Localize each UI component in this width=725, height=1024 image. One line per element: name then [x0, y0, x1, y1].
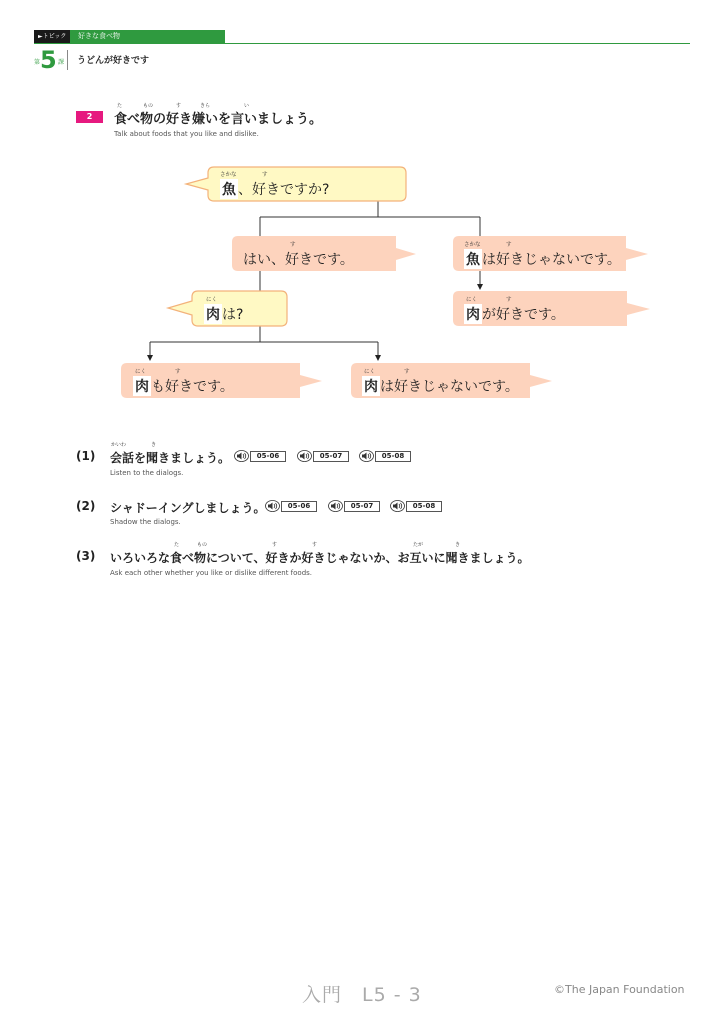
- question-text: シャドーイングしましょう。: [110, 501, 266, 515]
- bubble-text: は好きじゃないです。: [482, 252, 621, 268]
- bubble-text: は好きじゃないです。: [380, 379, 519, 395]
- kanji-meat: 肉: [204, 304, 222, 324]
- kanji-fish: 魚: [220, 179, 238, 199]
- section-furigana: す: [176, 103, 182, 109]
- question-furigana: す: [272, 542, 278, 548]
- connector-lines: [150, 201, 480, 358]
- question-furigana: かいわ: [111, 442, 127, 448]
- question-furigana: もの: [197, 542, 208, 548]
- question-text: 会話を聞きましょう。: [110, 451, 231, 465]
- audio-track-label: 05-08: [406, 501, 442, 512]
- bubble-text: 、好きですか?: [238, 182, 330, 198]
- furigana: す: [290, 242, 296, 248]
- kanji-furigana: にく: [364, 369, 376, 375]
- speaker-icon: [265, 500, 280, 512]
- audio-track-label: 05-08: [375, 451, 411, 462]
- kanji-furigana: にく: [135, 369, 147, 375]
- speaker-icon: [234, 450, 249, 462]
- audio-button[interactable]: [359, 450, 411, 462]
- section-subtitle: Talk about foods that you like and dislike.: [114, 130, 259, 138]
- furigana: す: [404, 369, 410, 375]
- kanji-furigana: にく: [206, 297, 218, 303]
- speaker-icon: [328, 500, 343, 512]
- speaker-icon: [390, 500, 405, 512]
- audio-button[interactable]: [265, 500, 317, 512]
- bubble-text: が好きです。: [482, 307, 565, 323]
- question-furigana: き: [455, 542, 461, 548]
- audio-track-label: 05-07: [313, 451, 349, 462]
- section-furigana: もの: [143, 103, 154, 109]
- bubble-text: はい、好きです。: [243, 252, 354, 268]
- question-furigana: た: [174, 542, 180, 548]
- question-subtitle: Ask each other whether you like or dislike different foods.: [110, 569, 313, 577]
- audio-button[interactable]: [328, 500, 380, 512]
- speaker-icon: [359, 450, 374, 462]
- bubble-text: は?: [222, 307, 244, 323]
- page-number: 入門 L5 - 3: [302, 984, 422, 1006]
- kanji-fish: 魚: [464, 249, 482, 269]
- audio-button[interactable]: [390, 500, 442, 512]
- audio-button[interactable]: [297, 450, 349, 462]
- question-furigana: す: [312, 542, 318, 548]
- topic-tag: ►トピック: [34, 30, 70, 43]
- copyright: ©The Japan Foundation: [554, 983, 685, 996]
- lesson-title: うどんが好きです: [77, 56, 150, 66]
- kanji-meat: 肉: [464, 304, 482, 324]
- question-number: (1): [76, 449, 96, 463]
- lesson-dai: 第: [34, 59, 41, 66]
- section-title: 食べ物の好き嫌いを言いましょう。: [114, 112, 323, 127]
- kanji-furigana: にく: [466, 297, 478, 303]
- question-furigana: たが: [413, 542, 424, 548]
- furigana: す: [506, 297, 512, 303]
- audio-track-label: 05-07: [344, 501, 380, 512]
- section-number-badge: 2: [76, 111, 103, 123]
- question-furigana: き: [151, 442, 157, 448]
- bubble-text: も好きです。: [151, 379, 234, 395]
- lesson-ka: 課: [58, 59, 65, 66]
- furigana: す: [175, 369, 181, 375]
- audio-track-label: 05-06: [281, 501, 317, 512]
- kanji-meat: 肉: [362, 376, 380, 396]
- section-furigana: た: [117, 103, 123, 109]
- kanji-furigana: さかな: [220, 172, 237, 178]
- section-furigana: きら: [200, 103, 211, 109]
- question-number: (3): [76, 549, 96, 563]
- section-furigana: い: [244, 103, 250, 109]
- question-number: (2): [76, 499, 96, 513]
- speaker-icon: [297, 450, 312, 462]
- audio-button[interactable]: [234, 450, 286, 462]
- dialog-flow-diagram: [0, 0, 725, 420]
- question-text: いろいろな食べ物について、好きか好きじゃないか、お互いに聞きましょう。: [110, 551, 530, 565]
- question-subtitle: Shadow the dialogs.: [110, 518, 181, 526]
- furigana: す: [262, 172, 268, 178]
- audio-track-label: 05-06: [250, 451, 286, 462]
- lesson-number: 5: [40, 46, 57, 74]
- furigana: す: [506, 242, 512, 248]
- question-subtitle: Listen to the dialogs.: [110, 469, 184, 477]
- topic-name: 好きな食べ物: [70, 30, 225, 43]
- kanji-meat: 肉: [133, 376, 151, 396]
- kanji-furigana: さかな: [464, 242, 481, 248]
